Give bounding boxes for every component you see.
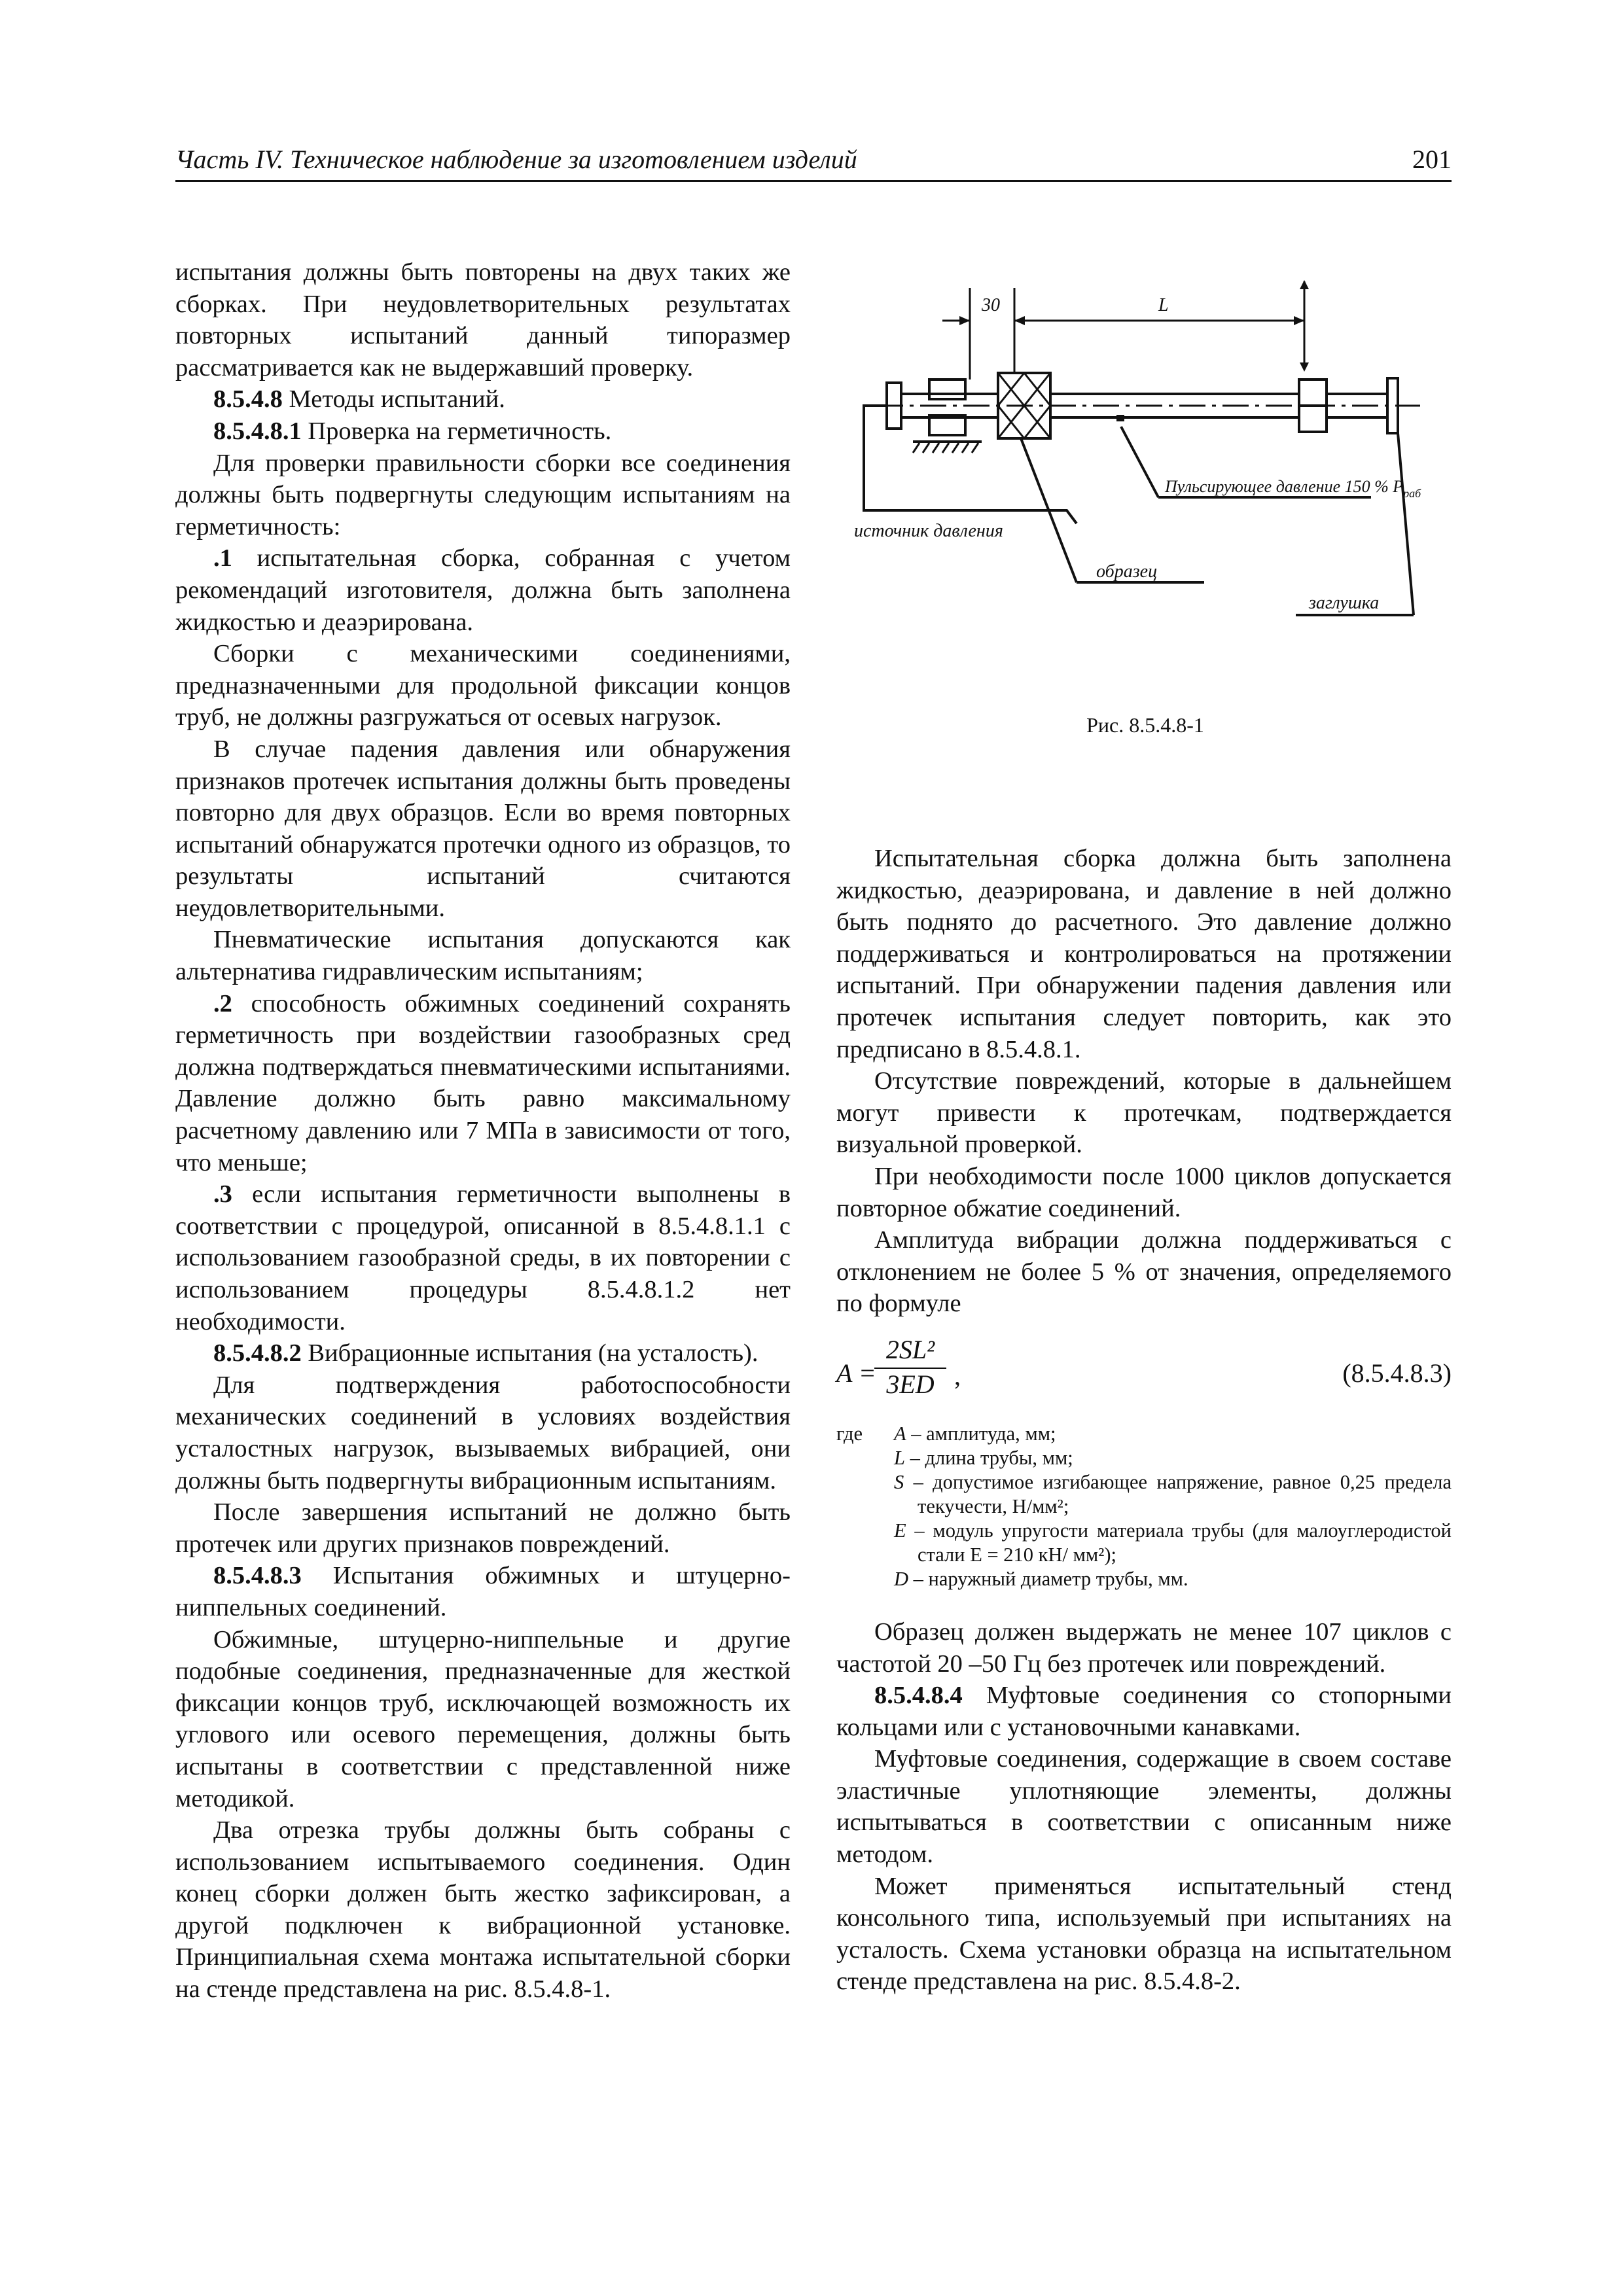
paragraph: Пневматические испытания допускаются как альтернатива гидравлическим испытаниям; — [175, 926, 791, 986]
paragraph: испытания должны быть повторены на двух таких же сборках. При неудовлетворительных результатах повторных испытаний данный типоразмер рассматривается как не выдержавший проверку. — [175, 258, 791, 381]
formula-lhs: A = — [836, 1358, 876, 1388]
paragraph: После завершения испытаний не должно быть протечек или других признаков повреждений. — [175, 1498, 791, 1558]
right-column — [836, 843, 1452, 1998]
pressure-label: Пульсирующее давление 150 % $P_{раб}$ — [1165, 477, 1421, 500]
formula-comma: , — [954, 1360, 961, 1390]
clamp-block-top — [929, 380, 965, 399]
definition-item: D – наружный диаметр трубы, мм. — [894, 1567, 1188, 1590]
amplitude-formula — [836, 1334, 1452, 1413]
paragraph: Испытательная сборка должна быть заполнена жидкостью, деаэрирована, и давление в ней должно быть поднято до расчетного. Это давление должно поддерживаться и контролироваться на протяжении испытаний. При обнаружении падения давления или протечек испытания следует повторить, как это предписано в 8.5.4.8.1. — [836, 845, 1452, 1063]
paragraph: Образец должен выдержать не менее 107 циклов с частотой 20 –50 Гц без протечек или повреждений. — [836, 1617, 1452, 1678]
definition-item: L – длина трубы, мм; — [894, 1446, 1073, 1469]
paragraph: Обжимные, штуцерно-ниппельные и другие подобные соединения, предназначенные для жесткой фиксации концов труб, исключающей возможность их углового или осевого перемещения, должны быть испытаны в соответствии с представленной ниже методикой. — [175, 1625, 791, 1812]
dim-30-label: 30 — [982, 295, 1000, 315]
equation-number: (8.5.4.8.3) — [1342, 1358, 1452, 1388]
list-item: .2 способность обжимных соединений сохранять герметичность при воздействии газообразных сред должна подтверждаться пневматическими испытаниями. Давление должно быть равно максимальному расчетному давлению или 7 МПа в зависимости от того, что меньше; — [175, 989, 791, 1176]
sample-label: образец — [1096, 561, 1158, 582]
paragraph: Для подтверждения работоспособности механических соединений в условиях воздействия усталостных нагрузок, вызываемых вибрацией, они должны быть подвергнуты вибрационным испытаниям. — [175, 1371, 791, 1494]
running-header — [175, 141, 1452, 182]
paragraph: Амплитуда вибрации должна поддерживаться с отклонением не более 5 % от значения, определяемого по формуле — [836, 1226, 1452, 1318]
list-item: .3 если испытания герметичности выполнены в соответствии с процедурой, описанной в 8.5.4.8.1.1 с использованием газообразной среды, в их повторении с использованием процедуры 8.5.4.8.1.2 нет необходимости. — [175, 1180, 791, 1335]
paragraph: В случае падения давления или обнаружения признаков протечек испытания должны быть проведены повторно для двух образцов. Если во время повторных испытаний обнаружатся протечки одного из образцов, то результаты испытаний считаются неудовлетворительными. — [175, 735, 791, 922]
paragraph: Отсутствие повреждений, которые в дальнейшем могут привести к протечкам, подтверждается визуальной проверкой. — [836, 1067, 1452, 1159]
pipe-marker — [1116, 415, 1124, 421]
page-number: 201 — [1412, 145, 1452, 174]
ground-hatch — [913, 443, 978, 453]
formula-fraction — [874, 1334, 946, 1400]
definition-item: E – модуль упругости материала трубы (для малоуглеродистой стали E = 210 кН/ мм²); — [894, 1519, 1452, 1566]
symbol-definitions — [836, 1422, 1452, 1591]
plug-label: заглушка — [1309, 593, 1380, 613]
paragraph: Для проверки правильности сборки все соединения должны быть подвергнуты следующим испытаниям на герметичность: — [175, 449, 791, 540]
running-header-title: Часть IV. Техническое наблюдение за изготовлением изделий — [175, 145, 857, 174]
list-item: .1 испытательная сборка, собранная с учетом рекомендаций изготовителя, должна быть заполнена жидкостью и деаэрирована. — [175, 544, 791, 636]
section-heading: 8.5.4.8.2 Вибрационные испытания (на усталость). — [213, 1339, 758, 1368]
paragraph: Сборки с механическими соединениями, предназначенными для продольной фиксации концов труб, не должны разгружаться от осевых нагрузок. — [175, 640, 791, 732]
formula-numerator: 2SL² — [874, 1334, 946, 1369]
source-label: источник давления — [854, 521, 1003, 541]
section-heading: 8.5.4.8.4 Муфтовые соединения со стопорными кольцами или с установочными канавками. — [836, 1682, 1452, 1741]
test-assembly-diagram — [851, 275, 1440, 628]
section-heading: 8.5.4.8 Методы испытаний. — [213, 385, 505, 414]
paragraph: Два отрезка трубы должны быть собраны с использованием испытываемого соединения. Один конец сборки должен быть жестко зафиксирован, а другой подключен к вибрационной установке. Принципиальная схема монтажа испытательной сборки на стенде представлена на рис. 8.5.4.8-1. — [175, 1816, 791, 2004]
formula-denominator: 3ED — [886, 1369, 935, 1399]
section-heading: 8.5.4.8.3 Испытания обжимных и штуцерно-ниппельных соединений. — [175, 1562, 791, 1621]
paragraph: При необходимости после 1000 циклов допускается повторное обжатие соединений. — [836, 1162, 1452, 1222]
left-column — [175, 256, 791, 2005]
dim-L-label: L — [1158, 295, 1169, 315]
section-heading: 8.5.4.8.1 Проверка на герметичность. — [213, 417, 612, 445]
figure-caption: Рис. 8.5.4.8-1 — [1086, 713, 1204, 737]
where-label: где — [836, 1422, 863, 1445]
paragraph: Может применяться испытательный стенд консольного типа, используемый при испытаниях на усталость. Схема установки образца на испытательном стенде представлена на рис. 8.5.4.8-2. — [836, 1872, 1452, 1996]
definition-item: A – амплитуда, мм; — [894, 1422, 1056, 1445]
paragraph: Муфтовые соединения, содержащие в своем составе эластичные уплотняющие элементы, должны испытываться в соответствии с описанным ниже методом. — [836, 1745, 1452, 1869]
definition-item: S – допустимое изгибающее напряжение, равное 0,25 предела текучести, Н/мм²; — [894, 1470, 1452, 1517]
